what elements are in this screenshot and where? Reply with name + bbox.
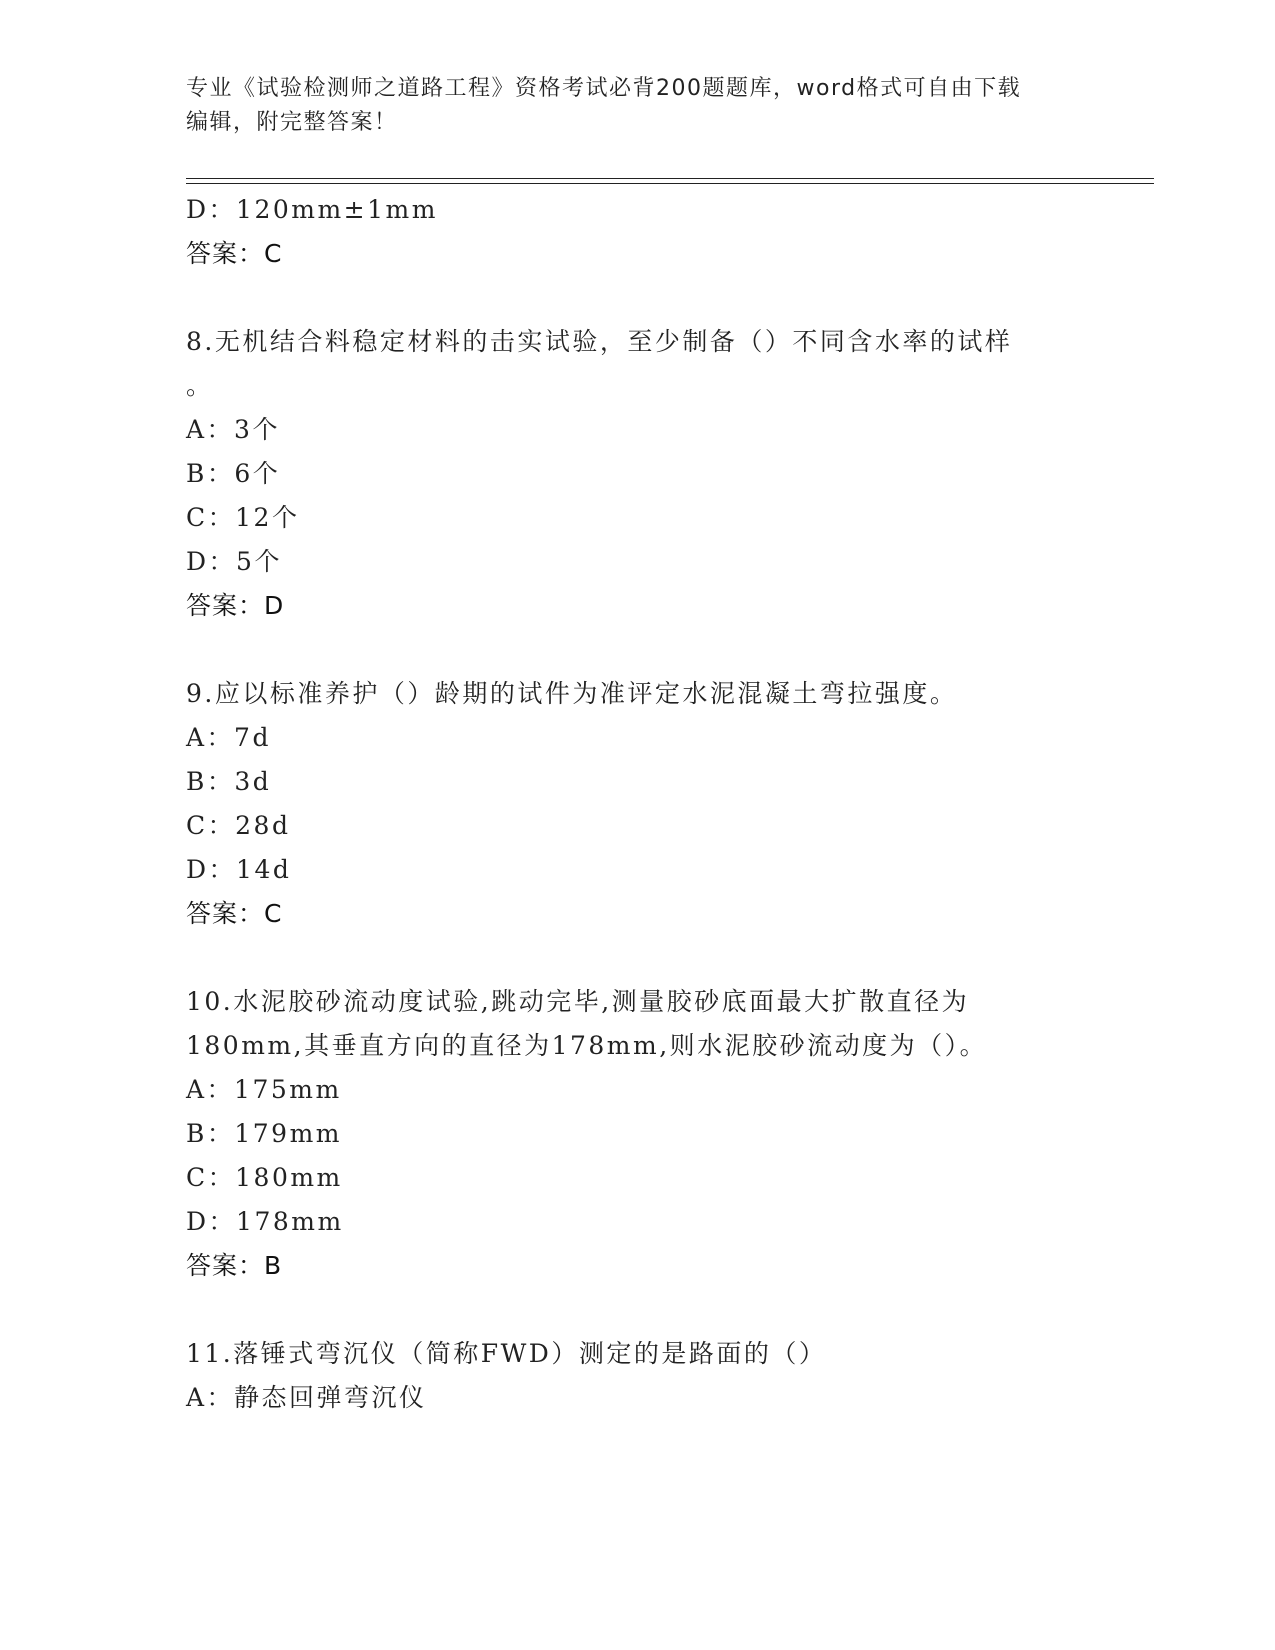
q10-option-d: D：178mm: [186, 1207, 344, 1236]
prev-option-d: D：120mm±1mm: [186, 195, 438, 224]
q8-option-c: C：12个: [186, 503, 300, 532]
q9-option-d: D：14d: [186, 855, 292, 884]
q10-answer: 答案：B: [186, 1251, 283, 1280]
prev-answer: 答案：C: [186, 239, 283, 268]
q8-option-b: B：6个: [186, 459, 281, 488]
q11-stem: 11.落锤式弯沉仪（简称FWD）测定的是路面的（）: [186, 1339, 827, 1368]
header-title-line-1: 专业《试验检测师之道路工程》资格考试必背200题题库，word格式可自由下载: [186, 76, 1022, 101]
header-divider-top: [186, 178, 1154, 179]
q9-option-b: B：3d: [186, 767, 272, 796]
q10-option-c: C：180mm: [186, 1163, 343, 1192]
q8-answer: 答案：D: [186, 591, 285, 620]
q9-stem: 9.应以标准养护（）龄期的试件为准评定水泥混凝土弯拉强度。: [186, 679, 958, 708]
q10-stem-line-2: 180mm,其垂直方向的直径为178mm,则水泥胶砂流动度为（）。: [186, 1031, 988, 1060]
q9-answer: 答案：C: [186, 899, 283, 928]
q10-option-b: B：179mm: [186, 1119, 343, 1148]
header-title-line-2: 编辑，附完整答案！: [186, 110, 398, 135]
q8-stem-line-2: 。: [186, 371, 214, 400]
q10-option-a: A：175mm: [186, 1075, 342, 1104]
q9-option-c: C：28d: [186, 811, 291, 840]
q11-option-a: A：静态回弹弯沉仪: [186, 1383, 427, 1412]
q8-option-d: D：5个: [186, 547, 282, 576]
q8-stem-line-1: 8.无机结合料稳定材料的击实试验，至少制备（）不同含水率的试样: [186, 327, 1013, 356]
document-header: [186, 72, 1086, 140]
q8-option-a: A：3个: [186, 415, 280, 444]
header-divider-bottom: [186, 183, 1154, 184]
q10-stem-line-1: 10.水泥胶砂流动度试验,跳动完毕,测量胶砂底面最大扩散直径为: [186, 987, 970, 1016]
q9-option-a: A：7d: [186, 723, 271, 752]
